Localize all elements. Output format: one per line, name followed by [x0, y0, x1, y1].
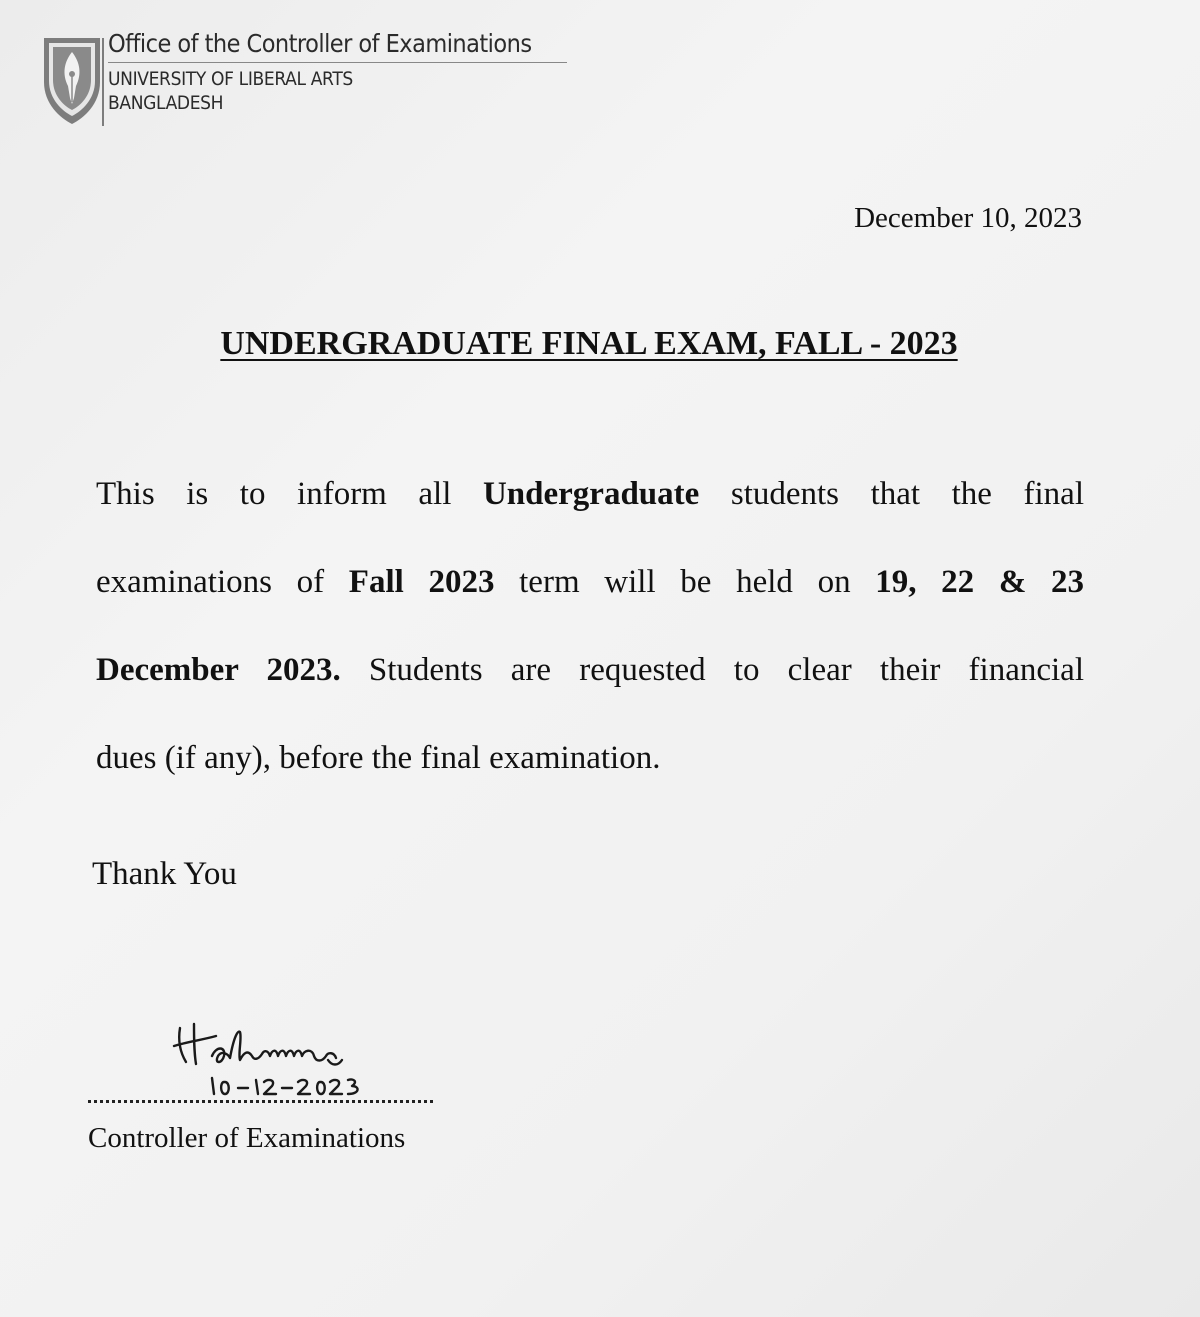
body-line-3 — [96, 626, 1084, 714]
letterhead-text — [108, 28, 578, 115]
body-text: Students are requested to clear their financial — [340, 652, 1084, 688]
signature-line — [88, 1100, 433, 1103]
body-text: term will be held on — [494, 564, 876, 600]
notice-body — [96, 450, 1084, 802]
notice-date: December 10, 2023 — [854, 202, 1082, 234]
office-title: Office of the Controller of Examinations — [108, 28, 567, 63]
notice-title-text: UNDERGRADUATE FINAL EXAM, FALL - 2023 — [220, 325, 958, 362]
body-line-2 — [96, 538, 1084, 626]
body-bold-text: 19, 22 & 23 — [875, 564, 1084, 600]
body-line-4 — [96, 714, 1084, 802]
body-text: students that the final — [699, 476, 1084, 512]
body-text: This is to inform all — [96, 476, 483, 512]
letterhead — [40, 28, 580, 128]
body-bold-text: December 2023. — [96, 652, 341, 688]
handwritten-signature-icon — [168, 1016, 398, 1096]
body-bold-text: Undergraduate — [482, 476, 700, 512]
body-text: dues (if any), before the final examination. — [96, 740, 661, 776]
closing-text: Thank You — [92, 856, 237, 892]
university-crest-icon — [40, 34, 104, 126]
country-name: BANGLADESH — [108, 92, 224, 114]
body-text: examinations of — [96, 564, 349, 600]
signatory-title: Controller of Examinations — [88, 1122, 406, 1154]
body-line-1 — [96, 450, 1084, 538]
notice-title — [0, 322, 1178, 366]
body-bold-text: Fall 2023 — [348, 564, 495, 600]
university-name: UNIVERSITY OF LIBERAL ARTS — [108, 68, 353, 90]
